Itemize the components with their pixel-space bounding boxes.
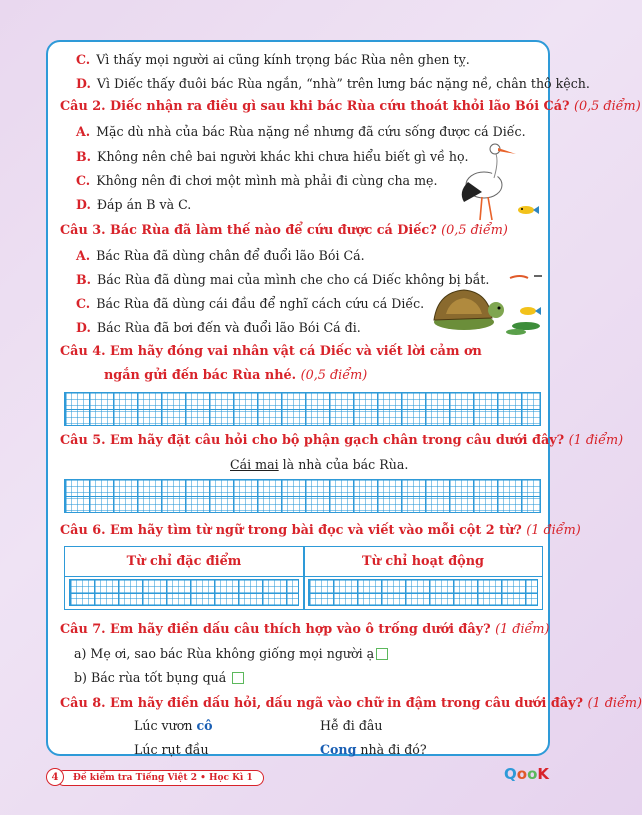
q6-table xyxy=(64,546,543,610)
q8-title: Câu 8. Em hãy điền dấu hỏi, dấu ngã vào chữ in đậm trong câu dưới đây? (1 điểm) xyxy=(60,696,642,711)
q6-answer-cell-verbs[interactable] xyxy=(304,577,542,609)
stork-illustration xyxy=(454,140,544,222)
q7-a-checkbox[interactable] xyxy=(376,648,388,660)
brand-logo: QooK xyxy=(504,765,550,783)
q3-title: Câu 3. Bác Rùa đã làm thế nào để cứu được cá Diếc? (0,5 điểm) xyxy=(60,223,508,238)
q6-title: Câu 6. Em hãy tìm từ ngữ trong bài đọc và viết vào mỗi cột 2 từ? (1 điểm) xyxy=(60,523,581,538)
q2-title: Câu 2. Diếc nhận ra điều gì sau khi bác Rùa cứu thoát khỏi lão Bói Cá? (0,5 điểm) xyxy=(60,99,641,114)
q5-title: Câu 5. Em hãy đặt câu hỏi cho bộ phận gạch chân trong câu dưới đây? (1 điểm) xyxy=(60,433,624,448)
q7-item-b: b) Bác rùa tốt bụng quá xyxy=(74,670,244,685)
q1-option-c: C. Vì thấy mọi người ai cũng kính trọng bác Rùa nên ghen tỵ. xyxy=(76,52,470,67)
worksheet-page xyxy=(46,40,642,757)
q7-item-a: a) Mẹ ơi, sao bác Rùa không giống mọi người ạ xyxy=(74,646,388,661)
q5-sentence: Cái mai là nhà của bác Rùa. xyxy=(230,457,409,472)
q7-title: Câu 7. Em hãy điền dấu câu thích hợp vào ô trống dưới đây? (1 điểm) xyxy=(60,622,550,637)
q4-title-line2: ngắn gửi đến bác Rùa nhé. (0,5 điểm) xyxy=(104,368,368,383)
q4-answer-grid[interactable] xyxy=(64,392,541,426)
q3-option-b: B. Bác Rùa đã dùng mai của mình che cho cá Diếc không bị bắt. xyxy=(76,272,490,287)
q2-option-a: A. Mặc dù nhà của bác Rùa nặng nề nhưng đã cứu sống được cá Diếc. xyxy=(76,124,526,139)
q3-option-a: A. Bác Rùa đã dùng chân để đuổi lão Bói Cá. xyxy=(76,248,365,263)
footer-title: Đề kiểm tra Tiếng Việt 2 • Học Kì 1 xyxy=(56,770,264,786)
q8-line2-right: Cong nhà đi đó? xyxy=(320,742,427,757)
page-footer xyxy=(46,768,256,788)
q1-option-d: D. Vì Diếc thấy đuôi bác Rùa ngắn, “nhà” trên lưng bác nặng nề, chân thô kệch. xyxy=(76,76,590,91)
q5-answer-grid[interactable] xyxy=(64,479,541,513)
q8-line2-left: Lúc rụt đầu xyxy=(134,742,209,757)
q7-b-checkbox[interactable] xyxy=(232,672,244,684)
q6-col-header-verbs: Từ chỉ hoạt động xyxy=(304,547,542,577)
q8-line1-right: Hễ đi đâu xyxy=(320,718,383,733)
q2-option-d: D. Đáp án B và C. xyxy=(76,197,192,212)
q2-option-b: B. Không nên chê bai người khác khi chưa hiểu biết gì về họ. xyxy=(76,149,469,164)
q6-answer-cell-adjectives[interactable] xyxy=(65,577,303,609)
q5-underlined-part: Cái mai xyxy=(230,457,279,472)
page-number: 4 xyxy=(46,768,64,786)
q4-title-line1: Câu 4. Em hãy đóng vai nhân vật cá Diếc và viết lời cảm ơn xyxy=(60,344,482,359)
q2-option-c: C. Không nên đi chơi một mình mà phải đi cùng cha mẹ. xyxy=(76,173,438,188)
q6-col-header-adjectives: Từ chỉ đặc điểm xyxy=(65,547,303,577)
q3-option-c: C. Bác Rùa đã dùng cái đầu để nghĩ cách cứu cá Diếc. xyxy=(76,296,425,311)
turtle-illustration xyxy=(424,270,546,342)
q8-line1-left: Lúc vươn cô xyxy=(134,718,213,733)
q3-option-d: D. Bác Rùa đã bơi đến và đuổi lão Bói Cá đi. xyxy=(76,320,361,335)
